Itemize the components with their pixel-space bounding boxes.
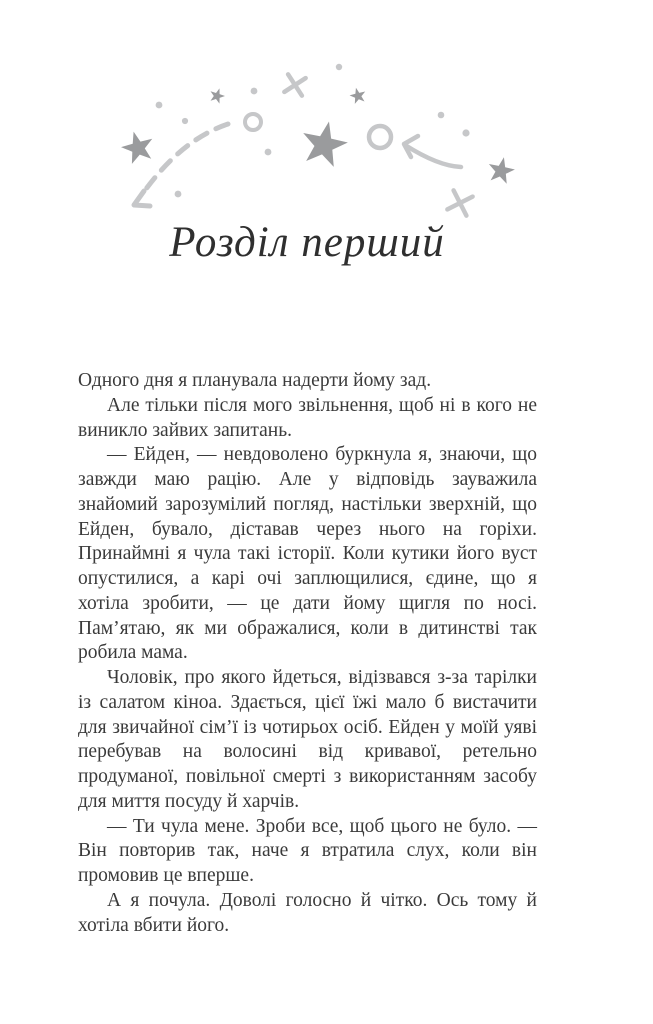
dots-group	[156, 64, 470, 198]
dashed-trail-icon	[141, 124, 228, 196]
circle-outline-icon	[245, 114, 261, 130]
star-icon	[208, 86, 227, 104]
dot-icon	[175, 191, 182, 198]
dot-icon	[251, 88, 258, 95]
dot-icon	[462, 129, 469, 136]
paragraph: Чоловік, про якого йдеться, відізвався з-за тарілки із салатом кіноа. Здається, цієї їжі мало б вистачити для звичайної сім’ї із чотирьох осіб. Ейден у моїй уяві перебував на волосині від кривавої, ретельно продуманої, повільної смерті з використанням засобу для миття посуду й харчів.	[78, 667, 537, 812]
chapter-title: Розділ перший	[169, 219, 445, 266]
paragraph: — Ейден, — невдоволено буркнула я, знаючи, що завжди маю рацію. Але у відповідь зауважила знайомий зарозумілий погляд, настільки зверхній, що Ейден, бувало, діставав через нього на горіхи. Принаймні я чула такі історії. Коли кутики його вуст опустилися, а карі очі заплющилися, єдине, що я хотіла зробити, — це дати йому щигля по носі. Пам’ятаю, як ми ображалися, коли в дитинстві так робила мама.	[78, 444, 537, 664]
x-mark-icon	[284, 74, 305, 95]
paragraph: Одного дня я планувала надерти йому зад.	[78, 370, 432, 391]
curved-arrow-icon	[405, 145, 461, 167]
line-art-group	[134, 74, 473, 215]
circle-outline-icon	[369, 126, 391, 148]
chapter-body-text	[78, 369, 537, 938]
dot-icon	[336, 64, 342, 70]
dot-icon	[438, 112, 445, 119]
paragraph: А я почула. Доволі голосно й чітко. Ось тому й хотіла вбити його.	[78, 889, 537, 936]
star-icon	[118, 127, 157, 165]
x-mark-icon	[447, 190, 472, 215]
dot-icon	[156, 102, 163, 109]
arrowhead-icon	[134, 191, 150, 206]
dot-icon	[265, 149, 272, 156]
star-icon	[298, 117, 352, 169]
star-constellation-illustration	[0, 0, 653, 240]
stars-group	[118, 86, 517, 185]
star-icon	[486, 155, 517, 185]
dot-icon	[182, 118, 188, 124]
paragraph: — Ти чула мене. Зроби все, щоб цього не було. — Він повторив так, наче я втратила слух, коли він промовив це вперше.	[78, 815, 537, 886]
star-icon	[348, 86, 367, 105]
paragraph: Але тільки після мого звільнення, щоб ні в кого не виникло зайвих запитань.	[78, 394, 537, 441]
